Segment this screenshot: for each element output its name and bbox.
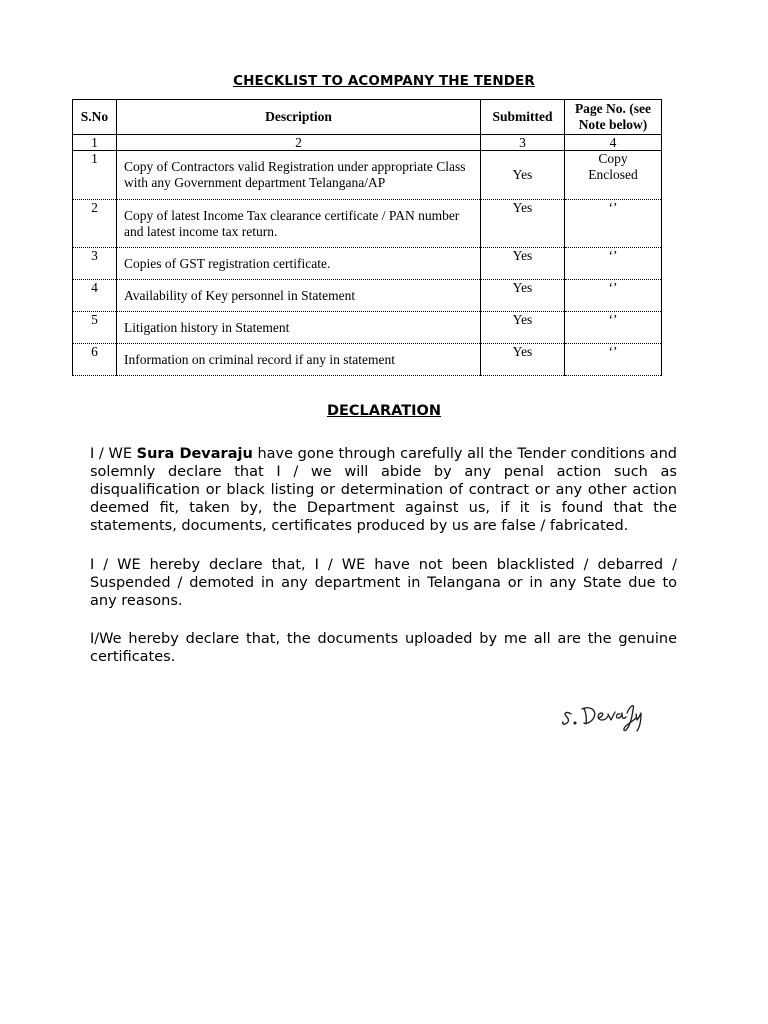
row-page: ‘’	[565, 248, 662, 280]
row-sno: 4	[73, 280, 117, 312]
checklist-title: CHECKLIST TO ACOMPANY THE TENDER	[233, 73, 535, 89]
row-description	[117, 312, 481, 344]
row-submitted: Yes	[481, 344, 565, 376]
column-number: 4	[565, 135, 662, 151]
row-description-text: Copy of latest Income Tax clearance certificate / PAN number and latest income tax return.	[124, 208, 460, 239]
table-row	[73, 248, 662, 280]
row-sno: 2	[73, 200, 117, 248]
table-row	[73, 344, 662, 376]
table-row	[73, 312, 662, 344]
row-description	[117, 151, 481, 200]
row-sno: 6	[73, 344, 117, 376]
row-page: ‘’	[565, 344, 662, 376]
column-number: 2	[117, 135, 481, 151]
row-page: ‘’	[565, 312, 662, 344]
declaration-p1-prefix: I / WE	[90, 446, 137, 462]
row-page-text: Copy Enclosed	[588, 151, 638, 182]
signature-image	[560, 696, 652, 736]
row-description-text: Availability of Key personnel in Statement	[124, 288, 356, 303]
declaration-p1-text: have gone through carefully all the Tender conditions and solemnly declare that I / we will abide by any penal action such as disqualification or black listing or determination of contract or any other action deemed fit, taken by, the Department against us, if it is found that the statements, documents, certificates produced by us are false / fabricated.	[90, 446, 677, 534]
declarant-name: Sura Devaraju	[136, 446, 253, 462]
row-sno: 5	[73, 312, 117, 344]
row-page: ‘’	[565, 200, 662, 248]
declaration-paragraph-3: I/We hereby declare that, the documents uploaded by me all are the genuine certificates.	[90, 631, 677, 665]
row-submitted: Yes	[481, 280, 565, 312]
column-number-row	[73, 135, 662, 151]
declaration-paragraph-1	[90, 445, 677, 535]
row-description	[117, 344, 481, 376]
column-number: 3	[481, 135, 565, 151]
declaration-paragraph-2: I / WE hereby declare that, I / WE have not been blacklisted / debarred / Suspended / demoted in any department in Telangana or in any State due to any reasons.	[90, 557, 677, 609]
table-row	[73, 200, 662, 248]
checklist-table	[72, 99, 662, 376]
header-page-no: Page No. (see Note below)	[565, 100, 662, 135]
row-description	[117, 248, 481, 280]
row-page	[565, 151, 662, 200]
row-description	[117, 280, 481, 312]
row-sno: 1	[73, 151, 117, 200]
row-sno: 3	[73, 248, 117, 280]
row-page: ‘’	[565, 280, 662, 312]
table-row	[73, 280, 662, 312]
row-submitted: Yes	[481, 200, 565, 248]
row-description-text: Copy of Contractors valid Registration under appropriate Class with any Government department Telangana/AP	[124, 159, 466, 190]
table-row	[73, 151, 662, 200]
row-submitted: Yes	[481, 312, 565, 344]
header-submitted: Submitted	[481, 100, 565, 135]
row-submitted: Yes	[481, 248, 565, 280]
row-description	[117, 200, 481, 248]
header-description: Description	[117, 100, 481, 135]
row-submitted: Yes	[481, 151, 565, 200]
header-sno: S.No	[73, 100, 117, 135]
row-description-text: Information on criminal record if any in statement	[124, 352, 396, 367]
table-header-row	[73, 100, 662, 135]
row-description-text: Litigation history in Statement	[124, 320, 290, 335]
column-number: 1	[73, 135, 117, 151]
declaration-title: DECLARATION	[326, 403, 442, 419]
row-description-text: Copies of GST registration certificate.	[124, 256, 331, 271]
